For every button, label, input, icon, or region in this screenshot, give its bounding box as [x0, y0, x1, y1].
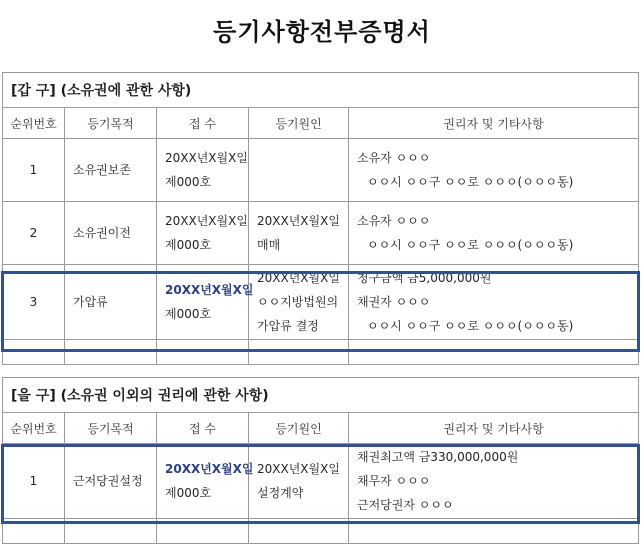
cause-line: 가압류 결정	[257, 319, 319, 333]
purpose-cell: 가압류	[65, 265, 157, 340]
details-cell	[349, 202, 639, 265]
details-cell	[349, 139, 639, 202]
section-b-table	[2, 377, 639, 544]
cause-line: 설정계약	[257, 486, 304, 500]
details-line: 채무자 ㅇㅇㅇ	[357, 474, 431, 488]
receipt-date: 20XX년X월X일	[165, 283, 254, 297]
receipt-number: 제000호	[165, 238, 212, 252]
receipt-cell	[157, 444, 254, 519]
cause-line: ㅇㅇ지방법원의	[257, 295, 339, 309]
purpose-cell: 근저당권설정	[65, 444, 157, 519]
column-header-receipt: 접 수	[157, 413, 249, 444]
purpose-cell: 소유권이전	[65, 202, 157, 265]
receipt-cell	[157, 265, 254, 340]
details-line: ㅇㅇ시 ㅇㅇ구 ㅇㅇ로 ㅇㅇㅇ(ㅇㅇㅇ동)	[367, 175, 574, 189]
column-header-rank: 순위번호	[3, 413, 65, 444]
column-header-receipt: 접 수	[157, 108, 249, 139]
details-line: 근저당권자 ㅇㅇㅇ	[357, 498, 454, 512]
document-title: 등기사항전부증명서	[213, 18, 431, 46]
section-a-table	[2, 72, 639, 365]
purpose-cell: 소유권보존	[65, 139, 157, 202]
details-line: ㅇㅇ시 ㅇㅇ구 ㅇㅇ로 ㅇㅇㅇ(ㅇㅇㅇ동)	[367, 319, 574, 333]
table-row	[3, 139, 639, 202]
details-cell	[349, 265, 639, 340]
rank-cell: 2	[3, 202, 65, 265]
cause-line: 20XX년X월X일	[257, 462, 340, 476]
details-cell	[349, 444, 639, 519]
table-row-highlighted	[3, 265, 639, 340]
cause-line: 20XX년X월X일	[257, 271, 340, 285]
cause-cell	[249, 139, 349, 202]
rank-cell: 1	[3, 444, 65, 519]
details-line: 채권자 ㅇㅇㅇ	[357, 295, 431, 309]
rank-cell: 1	[3, 139, 65, 202]
details-line: 청구금액 금5,000,000원	[357, 271, 492, 285]
cause-line: 매매	[257, 238, 281, 252]
column-header-row	[3, 413, 639, 444]
details-line: 소유자 ㅇㅇㅇ	[357, 151, 431, 165]
receipt-cell	[157, 139, 249, 202]
cause-cell	[249, 265, 349, 340]
receipt-date: 20XX년X월X일	[165, 462, 254, 476]
receipt-number: 제000호	[165, 175, 212, 189]
empty-row	[3, 340, 639, 365]
details-line: 채권최고액 금330,000,000원	[357, 450, 519, 464]
column-header-rank: 순위번호	[3, 108, 65, 139]
empty-row	[3, 519, 639, 544]
receipt-cell	[157, 202, 249, 265]
column-header-row	[3, 108, 639, 139]
table-row	[3, 202, 639, 265]
details-line: ㅇㅇ시 ㅇㅇ구 ㅇㅇ로 ㅇㅇㅇ(ㅇㅇㅇ동)	[367, 238, 574, 252]
receipt-number: 제000호	[165, 307, 212, 321]
section-b-title: [을 구] (소유권 이외의 권리에 관한 사항)	[3, 378, 639, 413]
receipt-date: 20XX년X월X일	[165, 214, 248, 228]
rank-cell: 3	[3, 265, 65, 340]
column-header-cause: 등기원인	[249, 413, 349, 444]
section-a-title: [갑 구] (소유권에 관한 사항)	[3, 73, 639, 108]
column-header-details: 권리자 및 기타사항	[349, 108, 639, 139]
receipt-date: 20XX년X월X일	[165, 151, 248, 165]
receipt-number: 제000호	[165, 486, 212, 500]
details-line: 소유자 ㅇㅇㅇ	[357, 214, 431, 228]
column-header-details: 권리자 및 기타사항	[349, 413, 639, 444]
cause-cell	[249, 202, 349, 265]
cause-line: 20XX년X월X일	[257, 214, 340, 228]
table-row-highlighted	[3, 444, 639, 519]
column-header-purpose: 등기목적	[65, 108, 157, 139]
column-header-purpose: 등기목적	[65, 413, 157, 444]
cause-cell	[249, 444, 349, 519]
column-header-cause: 등기원인	[249, 108, 349, 139]
